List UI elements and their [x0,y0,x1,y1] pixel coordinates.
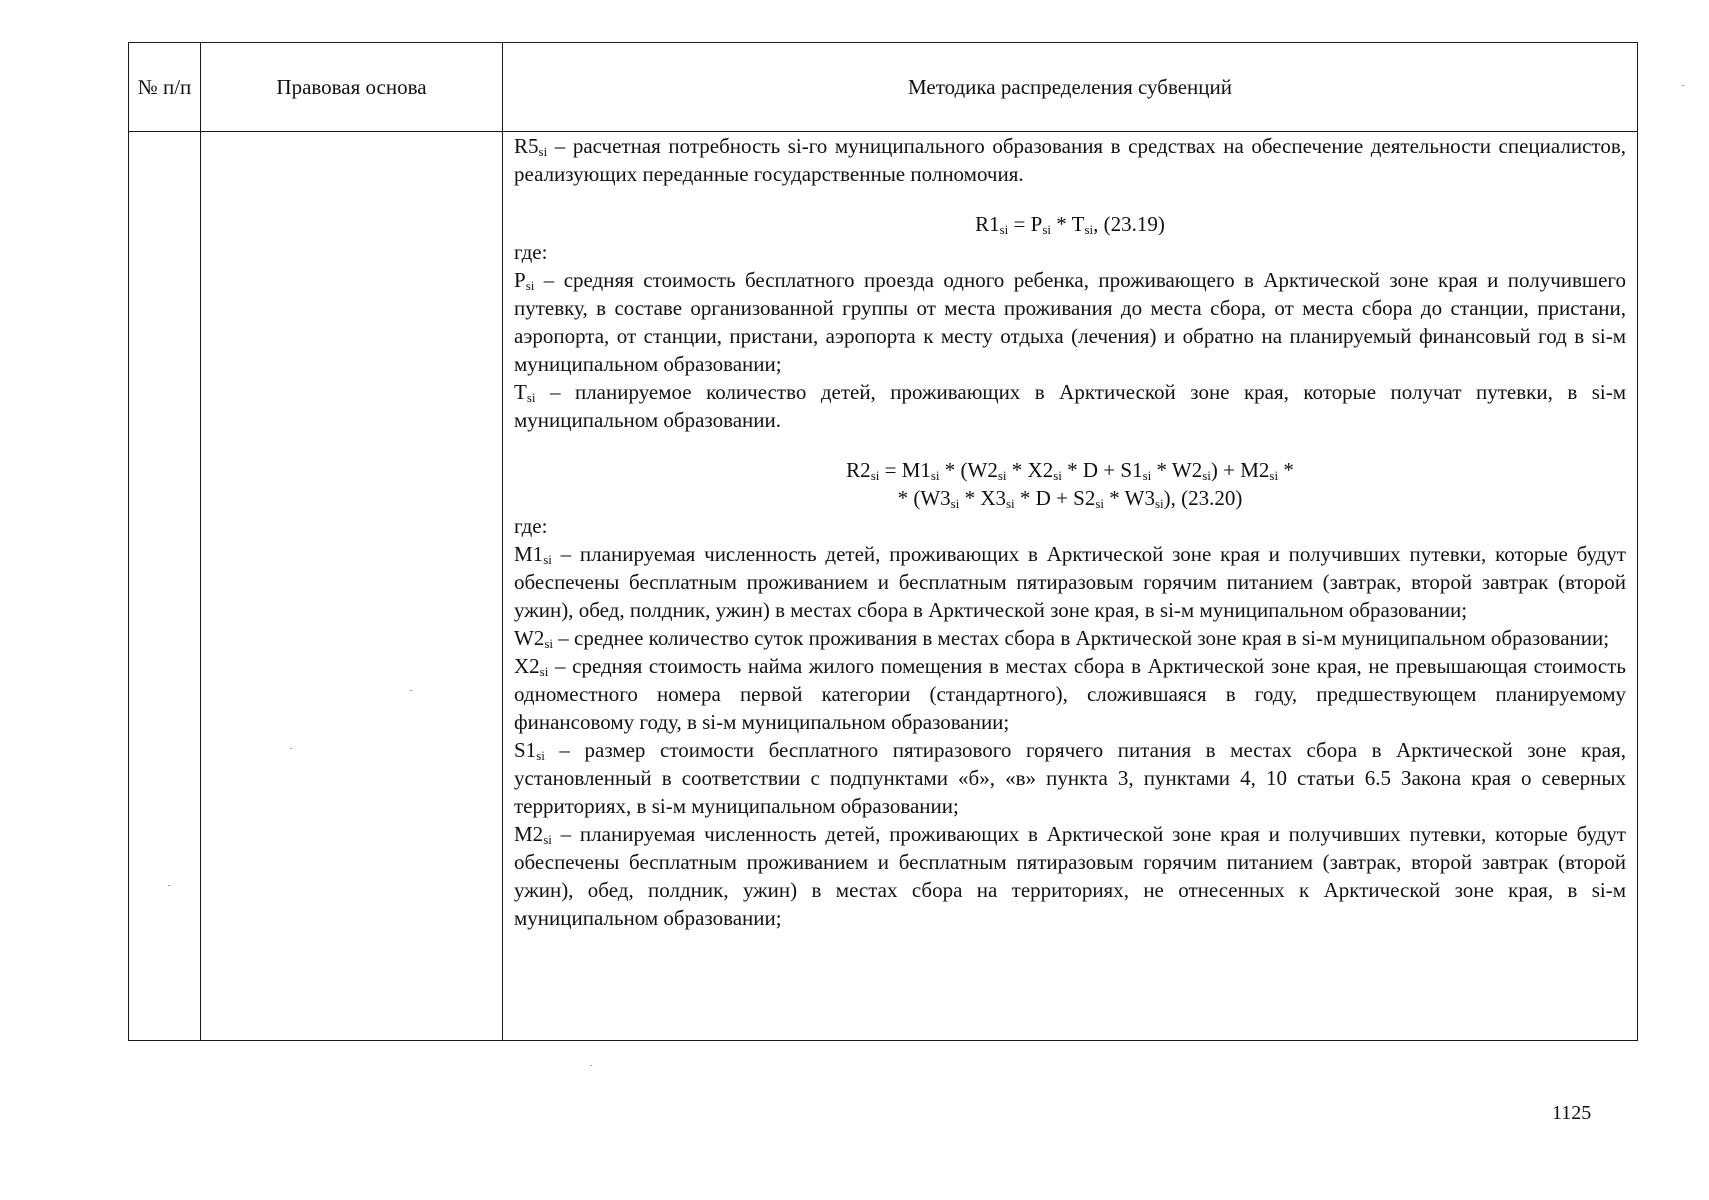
paragraph-s1: $S1_{si}$ – размер стоимости бесплатного пятиразового горячего питания в местах сбора в Арктической зоне края, установленный в соответствии с подпунктами «б», «в» пункта 3, пунктами 4, 10 статьи 6.5 Закона края о северных территориях, в si-м муниципальном образовании; [514,738,1626,818]
paragraph-x2: $X2_{si}$ – средняя стоимость найма жилого помещения в местах сбора в Арктической зоне края, не превышающая стоимость одноместного номера первой категории (стандартного), сложившаяся в году, предшествующем планируемому финансовому году, в si-м муниципальном образовании; [514,654,1626,734]
cell-methodology [503,132,1638,1041]
where-label: где: [514,514,548,538]
cell-number [129,132,201,1041]
paragraph-m1: $M1_{si}$ – планируемая численность детей, проживающих в Арктической зоне края и получивших путевки, которые будут обеспечены бесплатным проживанием и бесплатным пятиразовым горячим питанием (завтрак, второй завтрак (второй ужин), обед, полдник, ужин) в местах сбора в Арктической зоне края, в si-м муниципальном образовании; [514,542,1626,622]
paragraph-r5: $R5_{si}$ – расчетная потребность si-го муниципального образования в средствах на обеспечение деятельности специалистов, реализующих переданные государственные полномочия. [514,134,1626,186]
where-label: где: [514,240,548,264]
paragraph-m2: $M2_{si}$ – планируемая численность детей, проживающих в Арктической зоне края и получивших путевки, которые будут обеспечены бесплатным проживанием и бесплатным пятиразовым горячим питанием (завтрак, второй завтрак (второй ужин), обед, полдник, ужин) в местах сбора на территориях, не отнесенных к Арктической зоне края, в si-м муниципальном образовании; [514,822,1626,930]
paragraph-w2: $W2_{si}$ – среднее количество суток проживания в местах сбора в Арктической зоне края в si-м муниципальном образовании; [514,626,1610,651]
subvention-table [128,42,1638,1041]
header-legal-basis: Правовая основа [201,43,503,132]
cell-legal-basis [201,132,503,1041]
formula-23-19: $R1_{si} = P_{si} * T_{si}$, (23.19) [975,212,1165,237]
formula-23-20-line2: * $(W3_{si} * X3_{si} * D + S2_{si} * W3_{si})$, (23.20) [897,486,1243,511]
paragraph-psi: $P_{si}$ – средняя стоимость бесплатного проезда одного ребенка, проживающего в Арктической зоне края и получившего путевку, в составе организованной группы от места проживания до места сбора, от места сбора до станции, пристани, аэропорта, от станции, пристани, аэропорта к месту отдыха (лечения) и обратно на планируемый финансовый год в si-м муниципальном образовании; [514,268,1626,376]
paragraph-tsi: $T_{si}$ – планируемое количество детей, проживающих в Арктической зоне края, которые получат путевки, в si-м муниципальном образовании. [514,380,1626,432]
page-number: 1125 [1552,1102,1592,1124]
formula-23-20-line1: $R2_{si} = M1_{si} * (W2_{si} * X2_{si} * D + S1_{si} * W2_{si}) + M2_{si}$ * [846,458,1294,483]
table-row [129,132,1638,1041]
table-header-row [129,43,1638,132]
header-number: № п/п [129,43,201,132]
header-methodology: Методика распределения субвенций [503,43,1638,132]
